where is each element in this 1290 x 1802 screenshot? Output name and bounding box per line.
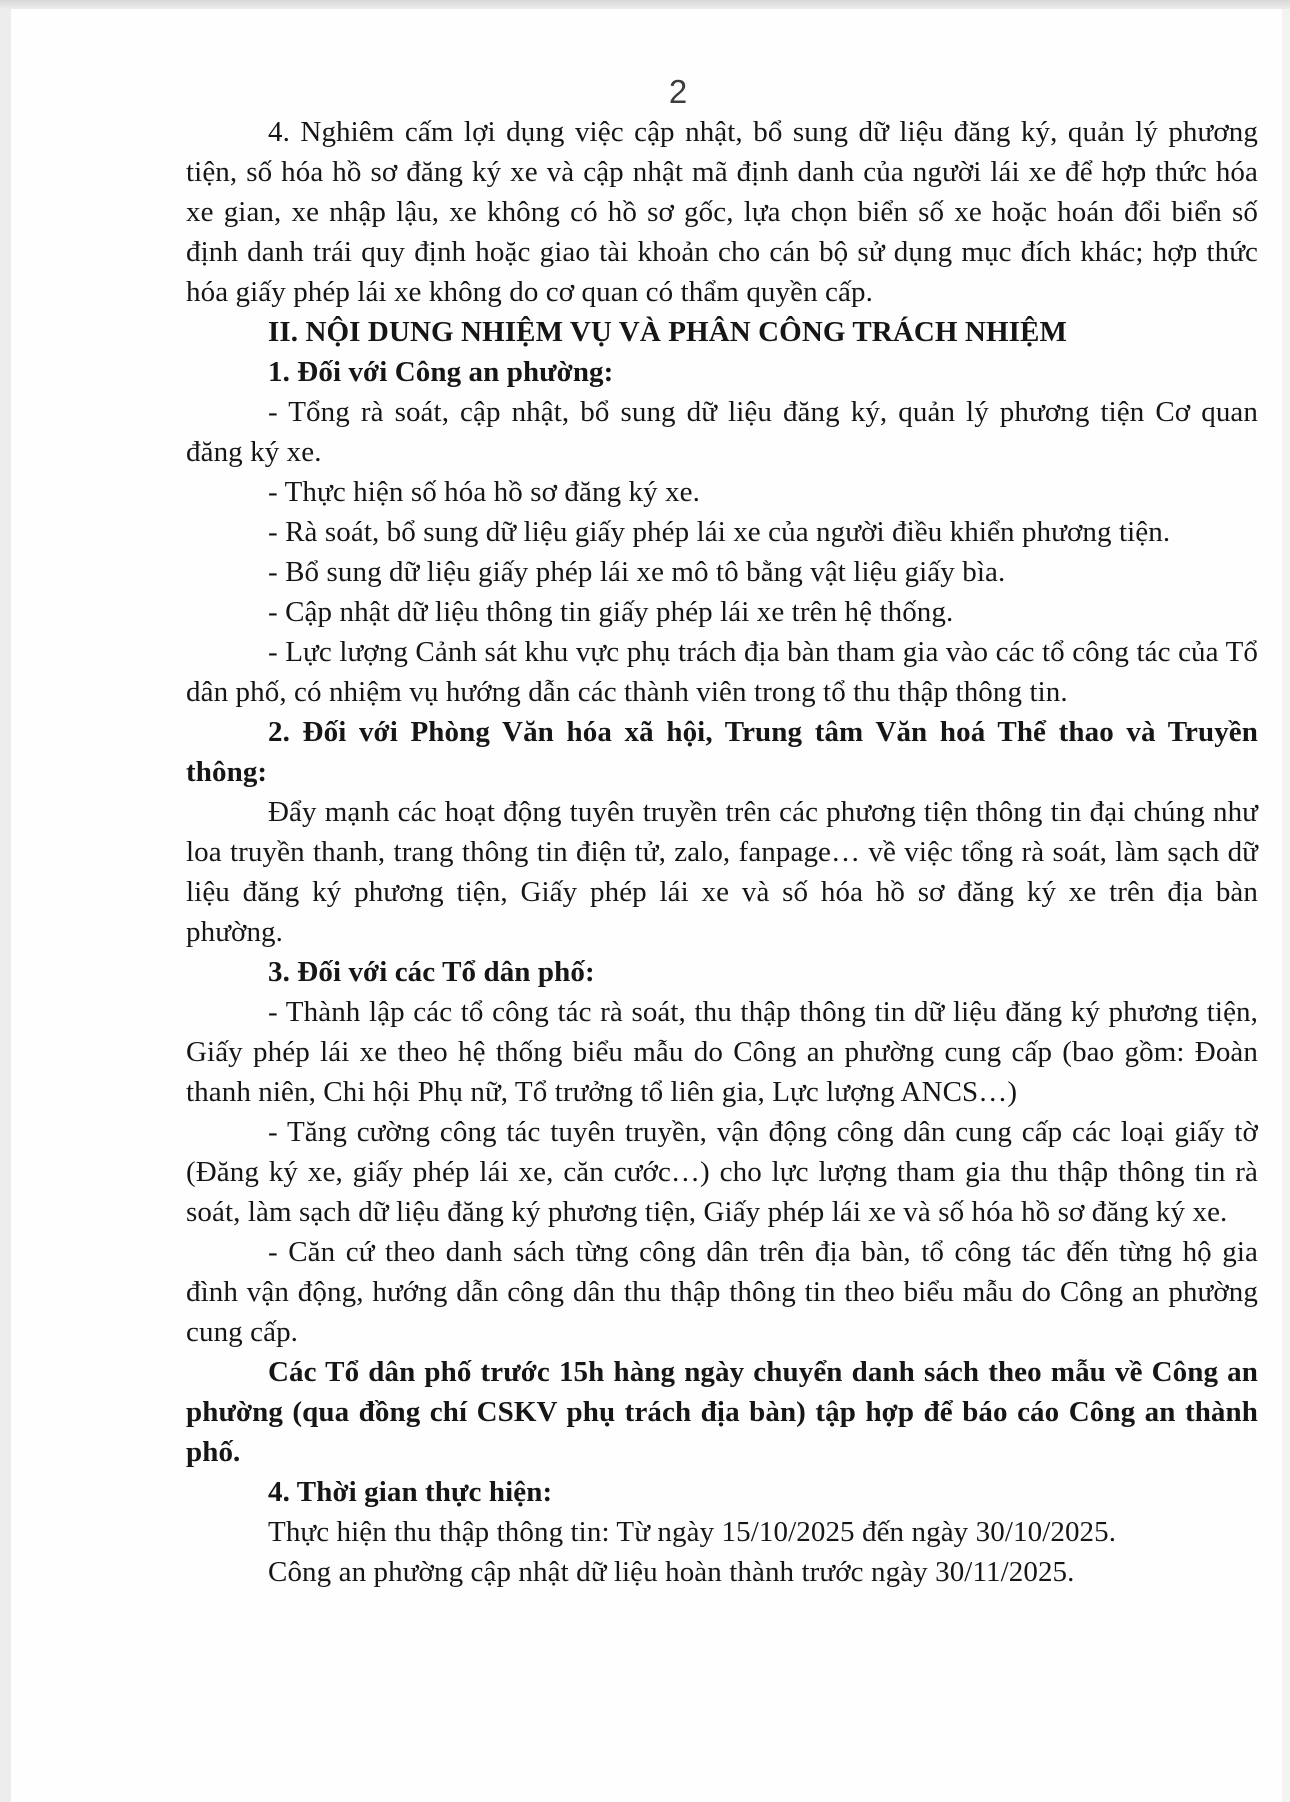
list-item-so-hoa: - Thực hiện số hóa hồ sơ đăng ký xe. xyxy=(268,476,700,508)
page-left-edge xyxy=(0,9,11,1802)
list-item-bo-sung-gplx: - Bổ sung dữ liệu giấy phép lái xe mô tô bằng vật liệu giấy bìa. xyxy=(268,556,1006,588)
list-item-can-cu: - Căn cứ theo danh sách từng công dân trên địa bàn, tổ công tác đến từng hộ gia đình vận động, hướng dẫn công dân thu thập thông tin theo biểu mẫu do Công an phường cung cấp. xyxy=(186,1236,1258,1348)
paragraph-prohibition: 4. Nghiêm cấm lợi dụng việc cập nhật, bổ sung dữ liệu đăng ký, quản lý phương tiện, số hóa hồ sơ đăng ký xe và cập nhật mã định danh của người lái xe để hợp thức hóa xe gian, xe nhập lậu, xe không có hồ sơ gốc, lựa chọn biển số xe hoặc hoán đổi biển số định danh trái quy định hoặc giao tài khoản cho cán bộ sử dụng mục đích khác; hợp thức hóa giấy phép lái xe không do cơ quan có thẩm quyền cấp. xyxy=(186,116,1258,308)
paragraph-timeline-update: Công an phường cập nhật dữ liệu hoàn thành trước ngày 30/11/2025. xyxy=(268,1556,1075,1588)
subsection-heading-4: 4. Thời gian thực hiện: xyxy=(268,1476,553,1508)
subsection-heading-3: 3. Đối với các Tổ dân phố: xyxy=(268,956,595,988)
page-right-edge xyxy=(1282,9,1290,1802)
list-item-thanh-lap-to: - Thành lập các tổ công tác rà soát, thu thập thông tin dữ liệu đăng ký phương tiện, Giấy phép lái xe theo hệ thống biểu mẫu do Công an phường cung cấp (bao gồm: Đoàn thanh niên, Chi hội Phụ nữ, Tổ trưởng tổ liên gia, Lực lượng ANCS…) xyxy=(186,996,1258,1108)
document-body xyxy=(186,112,1258,1592)
subsection-heading-2: 2. Đối với Phòng Văn hóa xã hội, Trung tâm Văn hoá Thể thao và Truyền thông: xyxy=(186,716,1258,788)
page-top-edge xyxy=(0,0,1290,9)
page-number: 2 xyxy=(668,73,688,110)
list-item-tang-cuong: - Tăng cường công tác tuyên truyền, vận động công dân cung cấp các loại giấy tờ (Đăng ký xe, giấy phép lái xe, căn cước…) cho lực lượng tham gia thu thập thông tin rà soát, làm sạch dữ liệu đăng ký phương tiện, Giấy phép lái xe và số hóa hồ sơ đăng ký xe. xyxy=(186,1116,1258,1228)
list-item-cap-nhat-gplx: - Cập nhật dữ liệu thông tin giấy phép lái xe trên hệ thống. xyxy=(268,596,954,628)
paragraph-timeline-collect: Thực hiện thu thập thông tin: Từ ngày 15/10/2025 đến ngày 30/10/2025. xyxy=(268,1516,1117,1548)
list-item-tong-ra-soat: - Tổng rà soát, cập nhật, bổ sung dữ liệu đăng ký, quản lý phương tiện Cơ quan đăng ký xe. xyxy=(186,396,1258,468)
section-heading-ii: II. NỘI DUNG NHIỆM VỤ VÀ PHÂN CÔNG TRÁCH NHIỆM xyxy=(268,316,1067,348)
list-item-luc-luong-cskv: - Lực lượng Cảnh sát khu vực phụ trách địa bàn tham gia vào các tổ công tác của Tổ dân phố, có nhiệm vụ hướng dẫn các thành viên trong tổ thu thập thông tin. xyxy=(186,636,1258,708)
paragraph-deadline-bold: Các Tổ dân phố trước 15h hàng ngày chuyển danh sách theo mẫu về Công an phường (qua đồng chí CSKV phụ trách địa bàn) tập hợp để báo cáo Công an thành phố. xyxy=(186,1356,1258,1468)
paragraph-tuyen-truyen: Đẩy mạnh các hoạt động tuyên truyền trên các phương tiện thông tin đại chúng như loa truyền thanh, trang thông tin điện tử, zalo, fanpage… về việc tổng rà soát, làm sạch dữ liệu đăng ký phương tiện, Giấy phép lái xe và số hóa hồ sơ đăng ký xe trên địa bàn phường. xyxy=(186,796,1258,948)
subsection-heading-1: 1. Đối với Công an phường: xyxy=(268,356,614,388)
list-item-ra-soat-gplx: - Rà soát, bổ sung dữ liệu giấy phép lái xe của người điều khiển phương tiện. xyxy=(268,516,1171,548)
